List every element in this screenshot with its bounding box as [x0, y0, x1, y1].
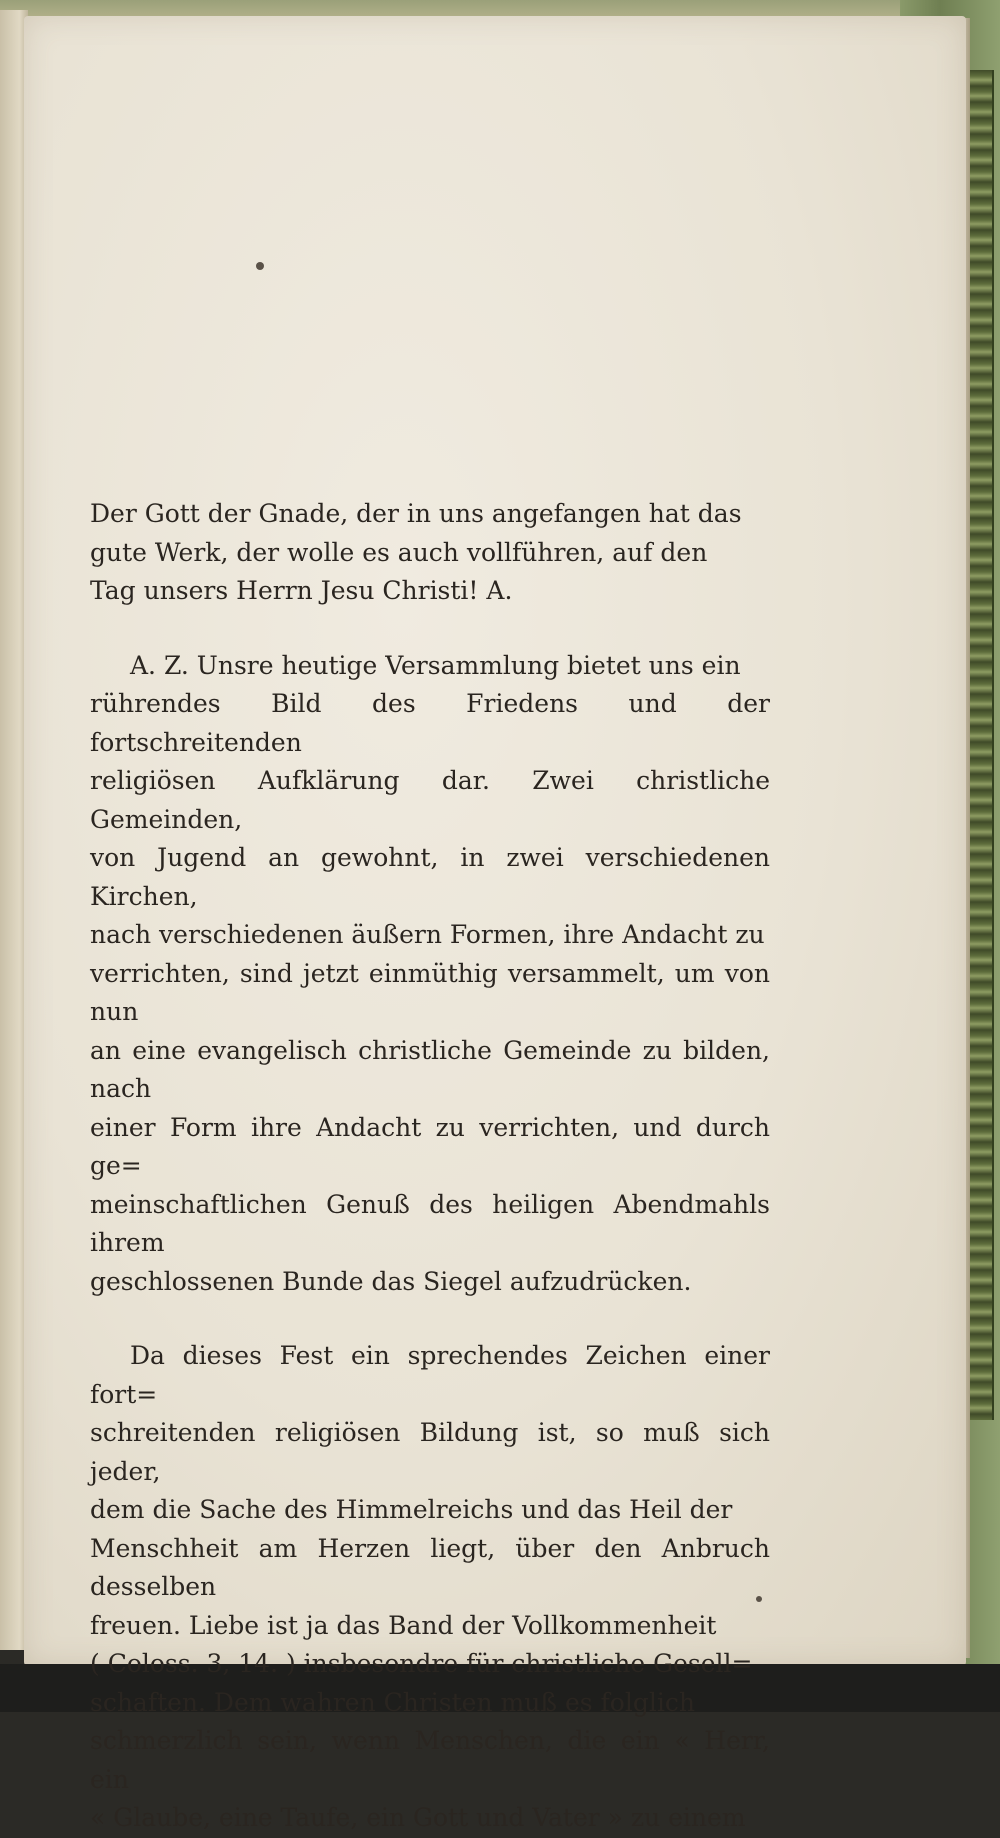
text-line: religiösen Aufklärung dar. Zwei christliche Gemeinden,	[90, 766, 770, 834]
text-line: meinschaftlichen Genuß des heiligen Abendmahls ihrem	[90, 1189, 770, 1257]
paragraph-1	[90, 495, 770, 611]
text-line: Menschheit am Herzen liegt, über den Anbruch desselben	[90, 1533, 770, 1601]
text-line: Tag unsers Herrn Jesu Christi! A.	[90, 576, 513, 605]
text-line: schreitenden religiösen Bildung ist, so muß sich jeder,	[90, 1418, 770, 1486]
text-line: schaften. Dem wahren Christen muß es folglich	[90, 1687, 695, 1717]
text-line: A. Z. Unsre heutige Versammlung bietet uns ein	[130, 650, 741, 680]
paragraph-2	[90, 647, 770, 1302]
paragraph-3	[90, 1337, 770, 1838]
text-line: verrichten, sind jetzt einmüthig versammelt, um von nun	[90, 958, 770, 1026]
text-line: von Jugend an gewohnt, in zwei verschiedenen Kirchen,	[90, 843, 770, 911]
ink-spot	[256, 262, 264, 270]
text-line: an eine evangelisch christliche Gemeinde zu bilden, nach	[90, 1035, 770, 1103]
text-line: Der Gott der Gnade, der in uns angefangen hat das	[90, 499, 742, 528]
text-line: gute Werk, der wolle es auch vollführen, auf den	[90, 537, 708, 567]
cover-ornament-border	[968, 70, 994, 1420]
text-line: nach verschiedenen äußern Formen, ihre Andacht zu	[90, 920, 765, 949]
text-line: geschlossenen Bunde das Siegel aufzudrücken.	[90, 1266, 692, 1296]
text-line: einer Form ihre Andacht zu verrichten, und durch ge=	[90, 1112, 770, 1180]
text-line: schmerzlich sein, wenn Menschen, die ein « Herr, ein	[90, 1726, 770, 1794]
text-line: freuen. Liebe ist ja das Band der Vollkommenheit	[90, 1610, 717, 1640]
text-line: ( Coloss. 3, 14. ) insbesondre für christliche Gesell=	[90, 1649, 753, 1678]
text-line: dem die Sache des Himmelreichs und das Heil der	[90, 1495, 733, 1524]
page-text	[90, 495, 770, 1838]
text-line: Da dieses Fest ein sprechendes Zeichen einer fort=	[90, 1341, 770, 1409]
text-line: rührendes Bild des Friedens und der fortschreitenden	[90, 689, 770, 757]
text-line: « Glaube, eine Taufe, ein Gott und Vater » zu einem	[90, 1803, 746, 1832]
